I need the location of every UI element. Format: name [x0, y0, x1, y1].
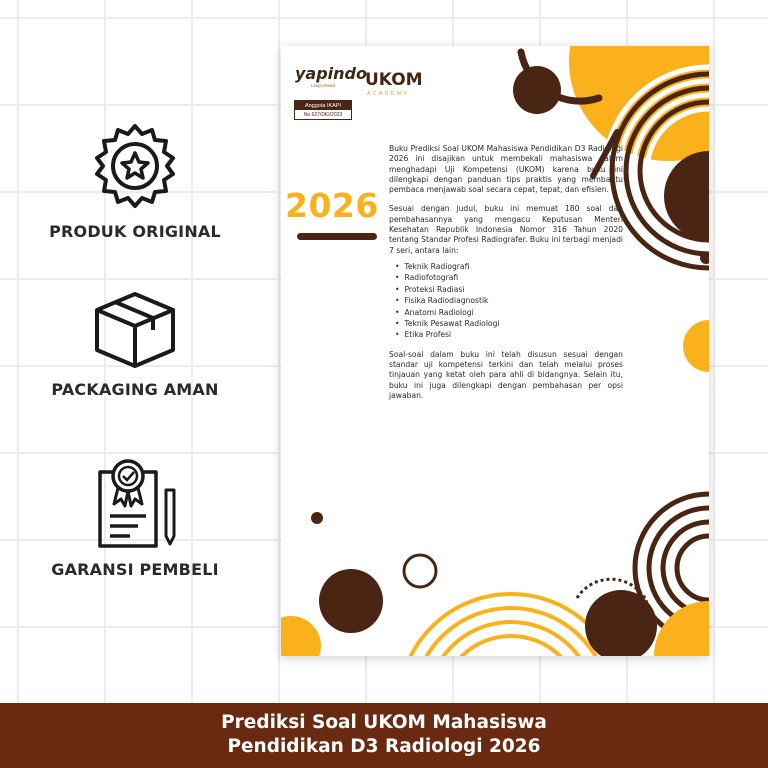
description-paragraph-2: Sesuai dengan judul, buku ini memuat 180 soal dan pembahasannya yang mengacu Keputusan Menteri Kesehatan Republik Indonesia Nomor 316 Tahun 2020 tentang Standar Profesi Radiografer. Buku ini terbagi menjadi 7 seri, antara lain:	[389, 204, 623, 255]
ikapi-title: Anggota IKAPI	[295, 101, 351, 110]
series-item: • Etika Profesi	[395, 329, 623, 340]
series-item: • Anatomi Radiologi	[395, 307, 623, 318]
guarantee-certificate-icon	[90, 450, 180, 550]
feature-guarantee	[40, 450, 230, 579]
cover-description	[389, 144, 623, 410]
feature-packaging	[40, 290, 230, 399]
cover-year: 2026	[285, 186, 379, 225]
feature-label-guarantee: GARANSI PEMBELI	[51, 560, 219, 579]
feature-label-original: PRODUK ORIGINAL	[49, 222, 221, 241]
series-item: • Radiofotografi	[395, 272, 623, 283]
series-item: • Teknik Radiografi	[395, 261, 623, 272]
series-list	[395, 261, 623, 341]
yapindo-logo: yapindo	[295, 64, 367, 83]
feature-original	[40, 120, 230, 241]
ikapi-badge	[294, 100, 352, 120]
banner-line-2: Pendidikan D3 Radiologi 2026	[227, 736, 541, 757]
series-item: • Teknik Pesawat Radiologi	[395, 318, 623, 329]
package-box-icon	[93, 290, 177, 370]
yapindo-tagline: Leap Ahead	[311, 83, 336, 88]
description-paragraph-1: Buku Prediksi Soal UKOM Mahasiswa Pendidikan D3 Radiologi 2026 ini disajikan untuk membekali mahasiswa dalam menghadapi Uji Kompetensi (UKOM) karena buku ini dilengkapi dengan panduan tips praktis yang membantu pembaca menjawab soal secara cepat, tepat, dan efisien.	[389, 144, 623, 195]
book-cover	[281, 46, 709, 656]
description-paragraph-3: Soal-soal dalam buku ini telah disusun sesuai dengan standar uji kompetensi terkini dan telah melalui proses tinjauan yang ketat oleh para ahli di bidangnya. Selain itu, buku ini juga dilengkapi dengan pembahasan per opsi jawaban.	[389, 349, 623, 400]
ukom-academy-label: ACADEMY	[367, 91, 410, 97]
series-item: • Proteksi Radiasi	[395, 284, 623, 295]
product-title-banner	[0, 703, 768, 768]
ikapi-number: No.627/DKI/2023	[303, 111, 343, 118]
ukom-logo: UKOM	[365, 70, 423, 90]
series-item: • Fisika Radiodiagnostik	[395, 295, 623, 306]
star-badge-icon	[89, 120, 181, 212]
feature-label-packaging: PACKAGING AMAN	[51, 380, 219, 399]
banner-line-1: Prediksi Soal UKOM Mahasiswa	[221, 712, 547, 733]
